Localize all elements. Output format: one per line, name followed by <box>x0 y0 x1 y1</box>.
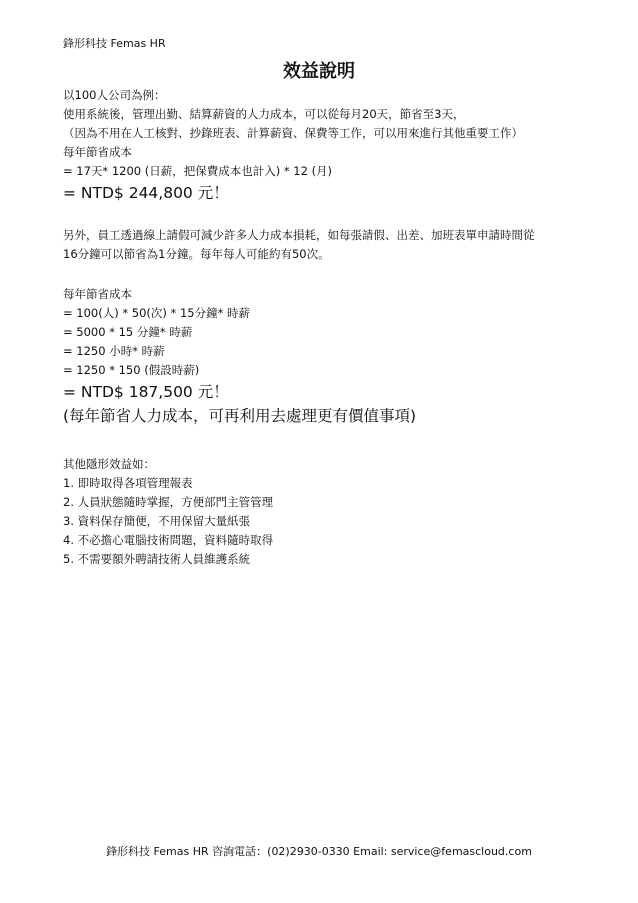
formula-2b: = 5000 * 15 分鐘* 時薪 <box>63 325 193 339</box>
section-hidden-benefits <box>63 455 583 569</box>
example-line-2: （因為不用在人工核對、抄錄班表、計算薪資、保費等工作，可以用來進行其他重要工作） <box>63 126 523 140</box>
section-example <box>63 86 583 205</box>
result-1: = NTD$ 244,800 元！ <box>63 184 229 202</box>
saving-label-2: 每年節省成本 <box>63 287 132 301</box>
leave-line-2: 16分鐘可以節省為1分鐘。每年每人可能約有50次。 <box>63 247 330 261</box>
formula-2d: = 1250 * 150 (假設時薪) <box>63 363 200 377</box>
example-line-1: 使用系統後，管理出勤、結算薪資的人力成本，可以從每月20天，節省至3天， <box>63 107 465 121</box>
list-item: 5. 不需要額外聘請技術人員維護系統 <box>63 552 251 566</box>
page-title: 效益說明 <box>283 61 355 82</box>
formula-2a: = 100(人) * 50(次) * 15分鐘* 時薪 <box>63 306 250 320</box>
list-item: 2. 人員狀態隨時掌握，方便部門主管管理 <box>63 495 274 509</box>
list-item: 1. 即時取得各項管理報表 <box>63 476 193 490</box>
formula-2c: = 1250 小時* 時薪 <box>63 344 165 358</box>
result-2: = NTD$ 187,500 元！ <box>63 383 229 401</box>
formula-1: = 17天* 1200 (日薪，把保費成本也計入) * 12 (月) <box>63 164 333 178</box>
list-item: 3. 資料保存簡便，不用保留大量紙張 <box>63 514 251 528</box>
section-calculation <box>63 285 583 428</box>
saving-label-1: 每年節省成本 <box>63 145 132 159</box>
benefits-heading: 其他隱形效益如： <box>63 457 155 471</box>
footer-contact: 鋒形科技 Femas HR 咨詢電話：(02)2930-0330 Email: service@femascloud.com <box>106 845 532 858</box>
list-item: 4. 不必擔心電腦技術問題，資料隨時取得 <box>63 533 274 547</box>
example-intro: 以100人公司為例： <box>63 88 166 102</box>
leave-line-1: 另外，員工透過線上請假可減少許多人力成本損耗，如每張請假、出差、加班表單申請時間從 <box>63 228 535 242</box>
header-brand: 鋒形科技 Femas HR <box>63 37 166 50</box>
result-2-note: (每年節省人力成本，可再利用去處理更有價值事項) <box>63 407 417 425</box>
section-leave <box>63 226 583 264</box>
